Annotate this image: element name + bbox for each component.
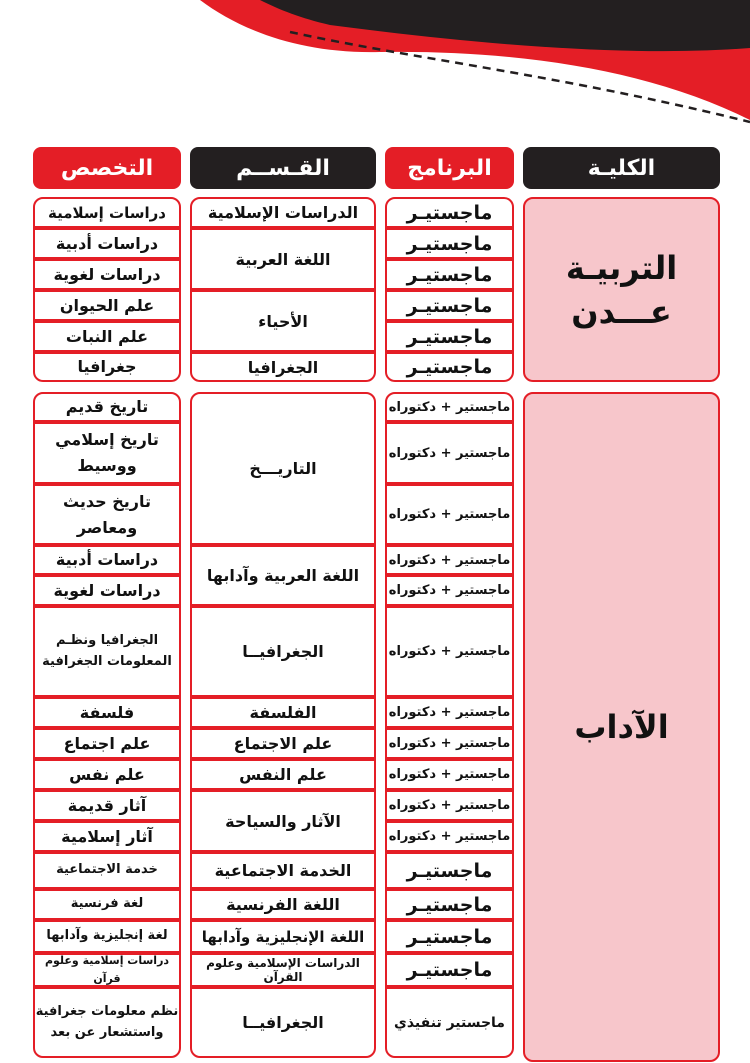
program-cell: ماجستير + دكتوراه: [385, 606, 514, 697]
specialization-cell: تاريخ قديم: [33, 392, 181, 422]
specialization-cell: فلسفة: [33, 697, 181, 728]
specialization-cell: لغة إنجليزية وآدابها: [33, 920, 181, 953]
header-specialization: التخصص: [33, 147, 181, 189]
specialization-cell: علم نفس: [33, 759, 181, 790]
specialization-cell: آثار إسلامية: [33, 821, 181, 852]
specialization-cell: نظم معلومات جغرافية واستشعار عن بعد: [33, 987, 181, 1058]
college-name: الآداب: [574, 708, 669, 746]
program-cell: ماجستير + دكتوراه: [385, 728, 514, 759]
program-cell: ماجستيـر: [385, 889, 514, 920]
specialization-cell: آثار قديمة: [33, 790, 181, 821]
department-cell: اللغة العربية: [190, 228, 376, 290]
specialization-cell: دراسات أدبية: [33, 545, 181, 575]
department-cell: اللغة الفرنسية: [190, 889, 376, 920]
program-cell: ماجستير تنفيذي: [385, 987, 514, 1058]
specialization-cell: دراسات إسلامية وعلوم قرآن: [33, 953, 181, 987]
department-cell: علم الاجتماع: [190, 728, 376, 759]
department-cell: الخدمة الاجتماعية: [190, 852, 376, 889]
college-city: عـــدن: [571, 292, 672, 331]
program-cell: ماجستيـر: [385, 321, 514, 352]
department-cell: الجغرافيــا: [190, 606, 376, 697]
header-program: البرنامج: [385, 147, 514, 189]
program-cell: ماجستيـر: [385, 197, 514, 228]
specialization-cell: علم اجتماع: [33, 728, 181, 759]
specialization-cell: علم الحيوان: [33, 290, 181, 321]
department-cell: الآثار والسياحة: [190, 790, 376, 852]
specialization-cell: خدمة الاجتماعية: [33, 852, 181, 889]
program-cell: ماجستير + دكتوراه: [385, 575, 514, 606]
program-cell: ماجستير + دكتوراه: [385, 790, 514, 821]
specialization-cell: علم النبات: [33, 321, 181, 352]
program-cell: ماجستير + دكتوراه: [385, 484, 514, 545]
specialization-cell: الجغرافيا ونظـم المعلومات الجغرافية: [33, 606, 181, 697]
department-cell: الدراسات الإسلامية وعلوم القرآن: [190, 953, 376, 987]
department-cell: علم النفس: [190, 759, 376, 790]
department-cell: اللغة الإنجليزية وآدابها: [190, 920, 376, 953]
specialization-cell: دراسات لغوية: [33, 575, 181, 606]
department-cell: الدراسات الإسلامية: [190, 197, 376, 228]
specialization-cell: دراسات إسلامية: [33, 197, 181, 228]
header-swoosh-decoration: [0, 0, 750, 140]
department-cell: التاريـــخ: [190, 392, 376, 545]
college-arts: [523, 392, 720, 1062]
header-college: الكليـة: [523, 147, 720, 189]
program-cell: ماجستيـر: [385, 290, 514, 321]
program-cell: ماجستيـر: [385, 852, 514, 889]
program-cell: ماجستيـر: [385, 259, 514, 290]
college-name: التربيـة: [565, 248, 678, 287]
specialization-cell: تاريخ حديث ومعاصر: [33, 484, 181, 545]
program-cell: ماجستيـر: [385, 953, 514, 987]
program-cell: ماجستيـر: [385, 228, 514, 259]
program-cell: ماجستير + دكتوراه: [385, 545, 514, 575]
department-cell: الأحياء: [190, 290, 376, 352]
program-cell: ماجستير + دكتوراه: [385, 759, 514, 790]
program-cell: ماجستير + دكتوراه: [385, 821, 514, 852]
program-cell: ماجستير + دكتوراه: [385, 697, 514, 728]
specialization-cell: جغرافيا: [33, 352, 181, 382]
program-cell: ماجستيـر: [385, 352, 514, 382]
specialization-cell: لغة فرنسية: [33, 889, 181, 920]
department-cell: الجغرافيا: [190, 352, 376, 382]
college-education-aden: [523, 197, 720, 382]
specialization-cell: تاريخ إسلامي ووسيط: [33, 422, 181, 484]
department-cell: اللغة العربية وآدابها: [190, 545, 376, 606]
department-cell: الجغرافيــا: [190, 987, 376, 1058]
program-cell: ماجستير + دكتوراه: [385, 392, 514, 422]
specialization-cell: دراسات لغوية: [33, 259, 181, 290]
header-department: القـســم: [190, 147, 376, 189]
program-cell: ماجستيـر: [385, 920, 514, 953]
specialization-cell: دراسات أدبية: [33, 228, 181, 259]
department-cell: الفلسفة: [190, 697, 376, 728]
program-cell: ماجستير + دكتوراه: [385, 422, 514, 484]
